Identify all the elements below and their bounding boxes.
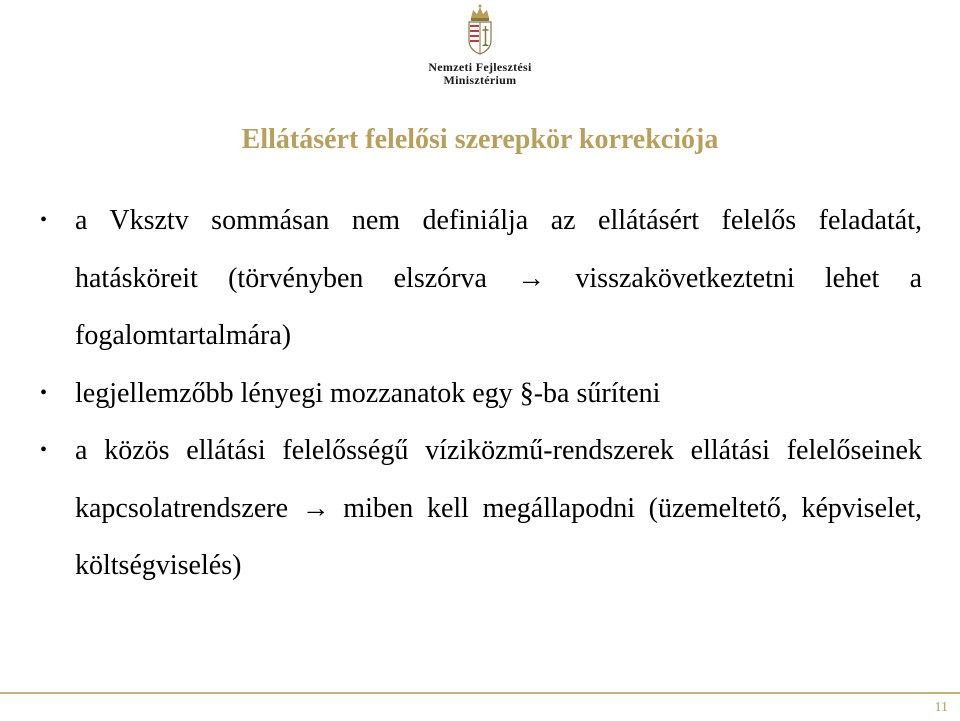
bullet-text-1: a Vksztv sommásan nem definiálja az ellátásért felelős feladatát, hatásköreit (törvényben elszórva → visszakövetkeztetni lehet a fogalomtartalmára) — [75, 205, 922, 351]
bullet-item-1 — [40, 192, 922, 365]
ministry-logo — [410, 4, 550, 92]
footer-divider — [0, 692, 960, 694]
ministry-name-line2: Minisztérium — [443, 73, 517, 87]
coat-of-arms-icon — [465, 4, 495, 56]
ministry-name-line1: Nemzeti Fejlesztési — [428, 60, 532, 74]
bullet-dot-icon: • — [40, 439, 48, 461]
bullet-item-2 — [40, 365, 922, 423]
bullet-list — [40, 192, 922, 595]
ministry-name — [410, 61, 550, 87]
bullet-item-3 — [40, 422, 922, 595]
bullet-text-3: a közös ellátási felelősségű víziközmű-rendszerek ellátási felelőseinek kapcsolatrendszere → miben kell megállapodni (üzemeltető, képviselet, költségviselés) — [75, 435, 922, 581]
bullet-dot-icon: • — [40, 209, 48, 231]
bullet-dot-icon: • — [40, 381, 48, 404]
page-number: 11 — [934, 700, 948, 715]
slide-title: Ellátásért felelősi szerepkör korrekciója — [241, 124, 719, 155]
bullet-text-2: legjellemzőbb lényegi mozzanatok egy §-ba sűríteni — [75, 377, 661, 409]
